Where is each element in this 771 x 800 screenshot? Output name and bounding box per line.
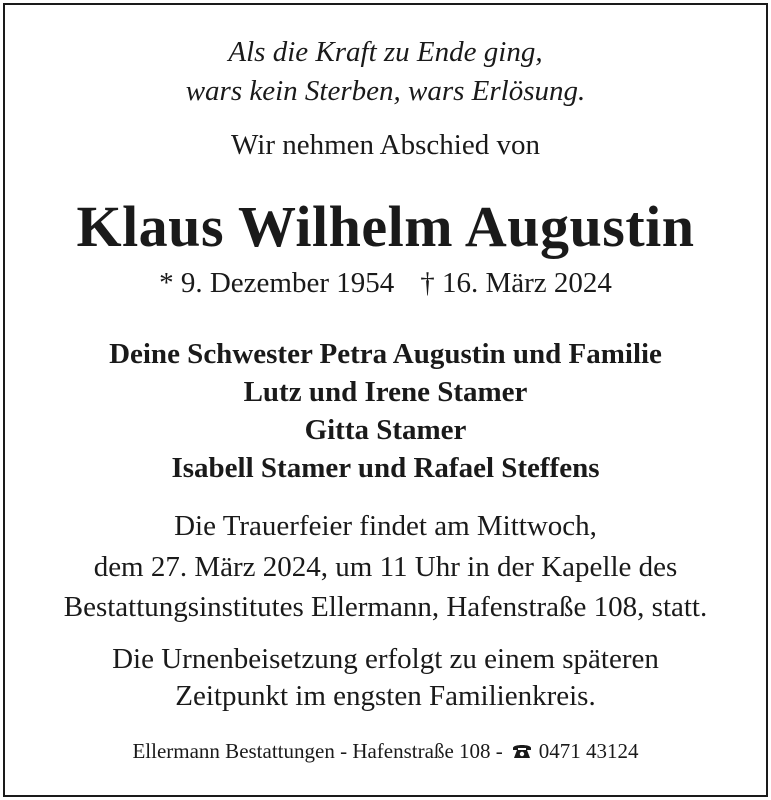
poem-line-2: wars kein Sterben, wars Erlösung. — [185, 75, 586, 107]
service-line-3: Bestattungsinstitutes Ellermann, Hafenstraße 108, statt. — [63, 591, 708, 623]
burial-line-1: Die Urnenbeisetzung erfolgt zu einem späteren — [112, 643, 659, 675]
death-date: † 16. März 2024 — [420, 267, 612, 299]
mourner-line-2: Lutz und Irene Stamer — [243, 376, 528, 408]
deceased-name: Klaus Wilhelm Augustin — [76, 194, 695, 259]
burial-line-2: Zeitpunkt im engsten Familienkreis. — [175, 680, 596, 712]
footer-contact — [0, 739, 771, 766]
footer-phone: 0471 43124 — [538, 739, 639, 763]
footer-company: Ellermann Bestattungen - Hafenstraße 108 - — [132, 739, 503, 763]
poem-line-1: Als die Kraft zu Ende ging, — [228, 36, 543, 68]
mourner-line-4: Isabell Stamer und Rafael Steffens — [171, 452, 600, 484]
telephone-icon — [511, 741, 533, 766]
service-line-1: Die Trauerfeier findet am Mittwoch, — [174, 510, 597, 542]
birth-date: * 9. Dezember 1954 — [159, 267, 395, 299]
intro-text: Wir nehmen Abschied von — [231, 129, 540, 161]
life-dates — [0, 267, 771, 300]
service-line-2: dem 27. März 2024, um 11 Uhr in der Kapelle des — [93, 551, 678, 583]
mourner-line-3: Gitta Stamer — [304, 414, 467, 446]
mourner-line-1: Deine Schwester Petra Augustin und Familie — [109, 338, 662, 370]
